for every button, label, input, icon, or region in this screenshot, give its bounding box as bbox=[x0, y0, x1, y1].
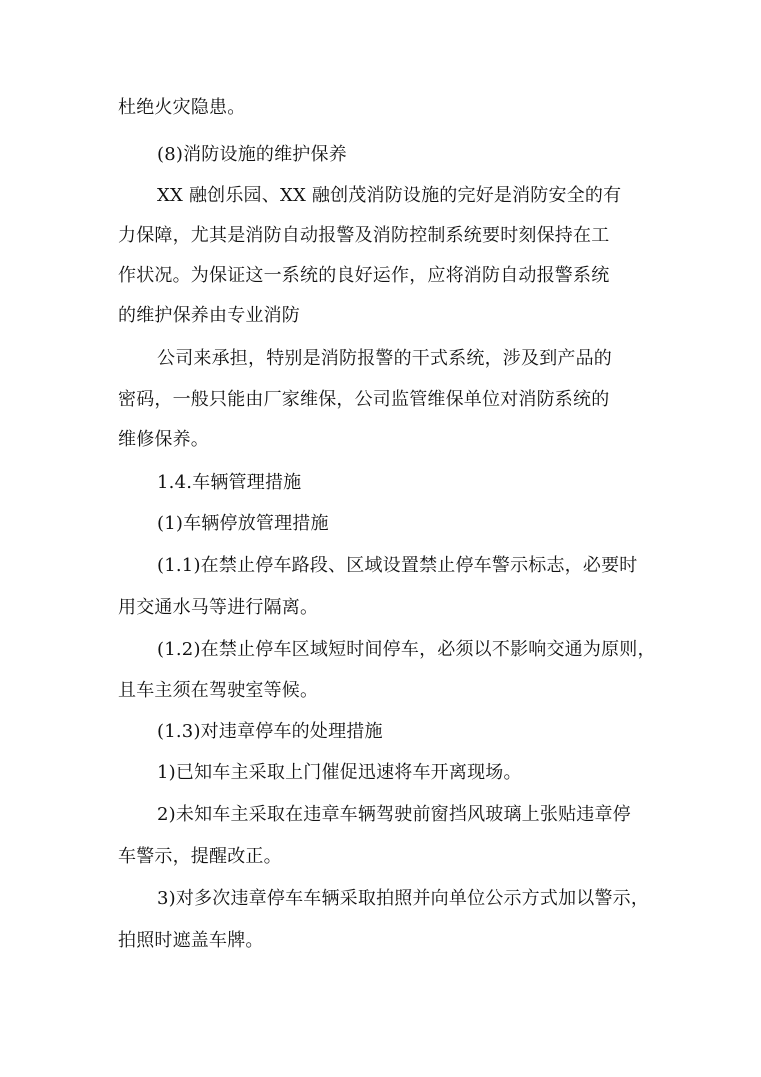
text-line: 公司来承担，特别是消防报警的干式系统，涉及到产品的 bbox=[157, 348, 612, 369]
text-line: 作状况。为保证这一系统的良好运作，应将消防自动报警系统 bbox=[118, 265, 610, 286]
section-heading: (1)车辆停放管理措施 bbox=[157, 513, 329, 534]
text-line: 杜绝火灾隐患。 bbox=[118, 97, 246, 118]
text-line: (1.1)在禁止停车路段、区域设置禁止停车警示标志，必要时 bbox=[157, 555, 638, 576]
section-heading: (8)消防设施的维护保养 bbox=[157, 144, 347, 165]
list-item: 1)已知车主采取上门催促迅速将车开离现场。 bbox=[157, 762, 522, 783]
section-heading: (1.3)对违章停车的处理措施 bbox=[157, 721, 383, 742]
list-item: 3)对多次违章停车车辆采取拍照并向单位公示方式加以警示， bbox=[157, 888, 650, 909]
section-heading: 1.4.车辆管理措施 bbox=[157, 472, 302, 493]
text-line: 拍照时遮盖车牌。 bbox=[118, 930, 264, 951]
text-line: (1.2)在禁止停车区域短时间停车，必须以不影响交通为原则， bbox=[157, 639, 656, 660]
text-line: 的维护保养由专业消防 bbox=[118, 305, 300, 326]
text-line: 维修保养。 bbox=[118, 429, 209, 450]
text-line: 且车主须在驾驶室等候。 bbox=[118, 680, 319, 701]
text-line: 力保障，尤其是消防自动报警及消防控制系统要时刻保持在工 bbox=[118, 225, 610, 246]
text-line: 用交通水马等进行隔离。 bbox=[118, 597, 319, 618]
text-line: XX 融创乐园、XX 融创茂消防设施的完好是消防安全的有 bbox=[157, 185, 622, 206]
text-line: 车警示，提醒改正。 bbox=[118, 846, 282, 867]
text-line: 密码，一般只能由厂家维保，公司监管维保单位对消防系统的 bbox=[118, 389, 610, 410]
list-item: 2)未知车主采取在违章车辆驾驶前窗挡风玻璃上张贴违章停 bbox=[157, 804, 631, 825]
